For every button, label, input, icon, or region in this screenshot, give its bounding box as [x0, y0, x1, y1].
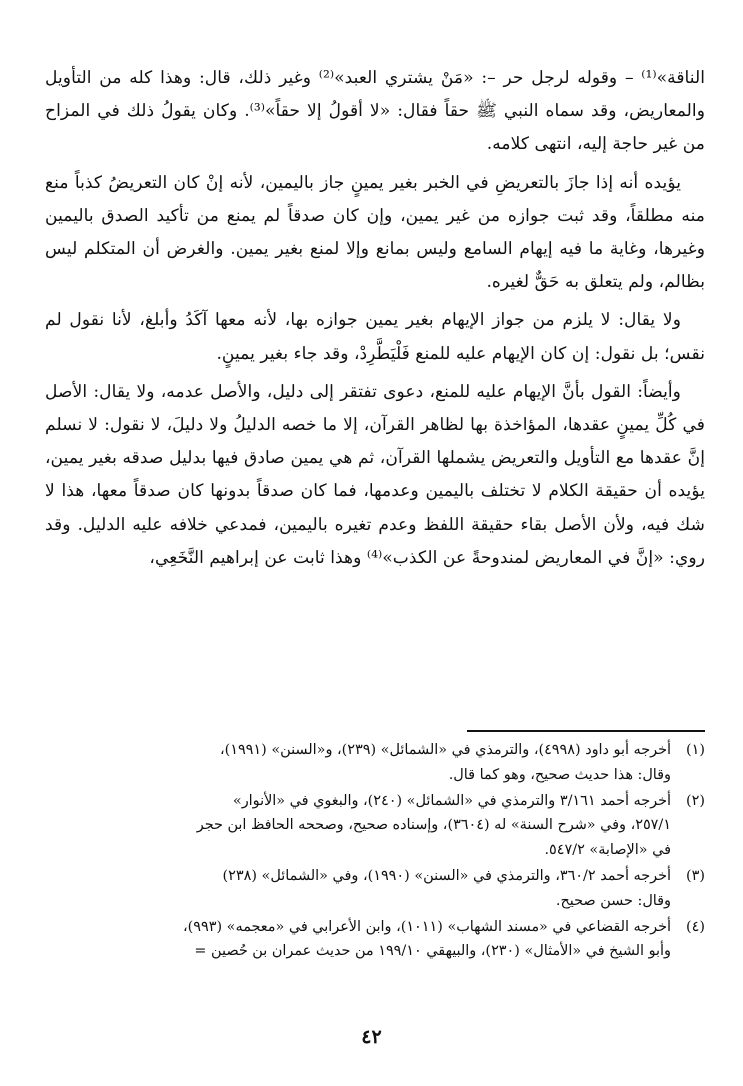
footnote-line: في «الإصابة» ٥٤٧/٢.: [544, 842, 671, 859]
footnote-1: [39, 738, 705, 788]
footnote-number: (٤): [686, 918, 705, 935]
footnote-line: وقال: هذا حديث صحيح، وهو كما قال.: [448, 766, 671, 783]
paragraph-1: الناقة»⁽¹⁾ – وقوله لرجل حر –: «مَنْ يشتري العبد»⁽²⁾ وغير ذلك، قال: وهذا كله من التأويل والمعاريض، وقد سماه النبي ﷺ حقاً فقال: «لا أقولُ إلا حقاً»⁽³⁾. وكان يقولُ ذلك في المزاح من غير حاجة إليه، انتهى كلامه.: [45, 68, 705, 155]
footnote-line: ٢٥٧/١، وفي «شرح السنة» له (٣٦٠٤)، وإسناده صحيح، وصححه الحافظ ابن حجر: [196, 817, 671, 834]
footnote-text: [39, 915, 671, 965]
page-number: ٤٢: [361, 1026, 382, 1048]
footnote-number: (١): [686, 742, 705, 758]
paragraph-2: يؤيده أنه إذا جازَ بالتعريضِ في الخبر بغير يمينٍ جاز باليمين، لأنه إنْ كان التعريضُ كذباً منع منه مطلقاً، وقد ثبت جوازه من غير يمين، وإن كان صدقاً لم يمنع من تأكيد الصدق باليمين وغيرها، وغاية ما فيه إيهام السامع وليس بمانع وإلا لمنع بغير يمين. والغرض أن المتكلم ليس بظالم، ولم يتعلق به حَقٌّ لغيره.: [45, 172, 705, 293]
footnote-text: [39, 789, 671, 863]
footnote-line: وقال: حسن صحيح.: [555, 892, 671, 909]
footnote-text: [39, 738, 671, 788]
footnote-number: (٣): [686, 867, 705, 884]
footnote-line: أخرجه أبو داود (٤٩٩٨)، والترمذي في «الشمائل» (٢٣٩)، و«السنن» (١٩٩١)،: [219, 742, 671, 758]
footnote-line: أخرجه أحمد ٣٦٠/٢، والترمذي في «السنن» (١٩٩٠)، وفي «الشمائل» (٢٣٨): [222, 867, 671, 884]
footnote-line: وأبو الشيخ في «الأمثال» (٢٣٠)، والبيهقي ١٩٩/١٠ من حديث عمران بن حُصين =: [194, 943, 671, 960]
footnotes: [39, 738, 705, 965]
footnote-line: أخرجه أحمد ٣/١٦١ والترمذي في «الشمائل» (٢٤٠)، والبغوي في «الأنوار»: [232, 792, 671, 809]
footnote-number: (٢): [686, 792, 705, 809]
footnote-2: [39, 789, 705, 863]
footnote-line: أخرجه القضاعي في «مسند الشهاب» (١٠١١)، وابن الأعرابي في «معجمه» (٩٩٣)،: [183, 918, 671, 935]
paragraph-3: ولا يقال: لا يلزم من جواز الإيهام بغير يمين جوازه بها، لأنه معها آكَدُ وأبلغ، لأنا نقول لم نقس؛ بل نقول: إن كان الإيهام عليه للمنع فَلْيَطَّرِدْ، وقد جاء بغير يمينٍ.: [45, 310, 705, 364]
footnote-text: [39, 864, 671, 914]
footnote-4: [39, 915, 705, 965]
main-text: [45, 62, 705, 580]
footnote-separator: [467, 730, 705, 732]
paragraph-4: وأيضاً: القول بأنَّ الإيهام عليه للمنع، دعوى تفتقر إلى دليل، والأصل عدمه، ولا يقال: الأصل في كُلِّ يمينٍ عقدها، المؤاخذة بها لظاهر القرآن، إلا ما خصه الدليلُ ولا دليلَ، لا نقول: لا نسلم إنَّ عقدها مع التأويل والتعريض يشملها القرآن، ثم هي يمين صادق فيها بدليل صدقه بغير يمين، يؤيده أن حقيقة الكلام لا تختلف باليمين وعدمها، فما كان صدقاً بدونها كان صدقاً معها، هذا لا شك فيه، ولأن الأصل بقاء حقيقة اللفظ وعدم تغيره باليمين، فمدعي خلافه عليه الدليل. وقد روي: «إنَّ في المعاريض لمندوحةً عن الكذب»⁽⁴⁾ وهذا ثابت عن إبراهيم النَّخَعِي،: [45, 381, 705, 568]
footnote-3: [39, 864, 705, 914]
